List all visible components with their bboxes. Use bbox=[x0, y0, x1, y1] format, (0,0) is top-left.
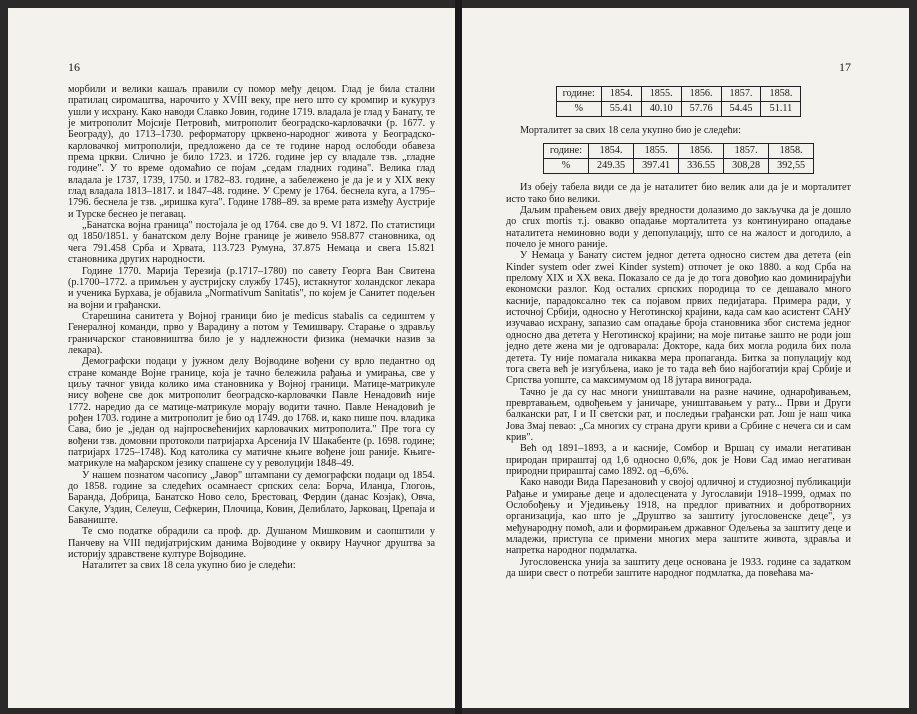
table-row bbox=[556, 87, 801, 102]
paragraph: Демографски подаци у јужном делу Војводине вођени су врло педантно од стране команде Војне границе, која је тачно бележила рађања и умирања, све у циљу тачног увида колико има становника у Војној граници. Матице-матрикуле нису вођене све док митрополит београдско-карловачки Павле Ненадовић није 1772. наредио да се матице-матрикуле морају водити тачно. Павле Ненадовић је рођен 1703. године а митрополит је био од 1749. до 1768. и, како пише поч. владика Сава, био је „један од најпросвећенијих карловачких митрополита." Пре тога су вођени тзв. домовни протоколи патријарха Арсенија IV Шакабенте (р. 1698. године; патријарх 1725–1748). Код католика су матичне књиге вођене још раније. Књиге-матрикуле на мађарском језику спашене су у револуцији 1848–49. bbox=[68, 356, 435, 470]
table-header-cell: % bbox=[543, 159, 588, 174]
table-cell: 336.55 bbox=[679, 159, 724, 174]
table-cell: 51.11 bbox=[761, 102, 801, 117]
table-cell: 40.10 bbox=[641, 102, 681, 117]
table-header-cell: године: bbox=[556, 87, 601, 102]
natality-table-wrapper bbox=[506, 86, 851, 117]
right-page bbox=[462, 8, 909, 708]
mortality-table-wrapper bbox=[506, 143, 851, 174]
paragraph: Старешина санитета у Војној граници био је medicus stabalis са седиштем у Генералној команди, прво у Варадину а потом у Темишвару. Старање о здрављу граничарског становништва било је у надлежности физика (немачки назив за лекара). bbox=[68, 310, 435, 356]
table-header-cell: године: bbox=[543, 144, 588, 159]
table-cell: 57.76 bbox=[681, 102, 721, 117]
paragraph: У Немаца у Банату систем једног детета односно систем два детета (ein Kinder system oder zwei Kinder system) отпочет је око 1880. а код Срба на прелому XIX и XX века. Показало се да је до тога довођио као доминирајући економски разлог. Код осталих српских породица то се дешавало много касније, парадоксално тек са појавом првих педијатара. Примера ради, у источној Србији, односно у Неготинској крајини, када сам као асистент САНУ изучавао исхрану, запазио сам опадање броја становника због система једног односно два детета у Неготинској крајини; на моје питање зашто не роди још једно дете жена ми је одговарала: Докторе, када бих могла родила бих пола детета. Ту није помагала никаква мера пропаганда. Битка за популацију код тога света већ је изгубљена, иако је то тада већ био најбогатији крај Србије и Српства уопште, са максимумом од 18 јутара винограда. bbox=[506, 250, 851, 387]
table-cell: 1856. bbox=[679, 144, 724, 159]
paragraph: У нашем познатом часопису „Јавор" штампани су демографски подаци од 1854. до 1858. године за следећих осамнаест српских села: Борча, Иланџа, Глогоњ, Баранда, Добрица, Банатско Ново село, Брестовац, Фердин (данас Козјак), Овча, Сакуле, Уздин, Селеуш, Сефкерин, Плочица, Ковин, Делиблато, Јарковац, Црепаја и Бавaниште. bbox=[68, 469, 435, 527]
table-cell: 1854. bbox=[601, 87, 641, 102]
paragraph: Те смо податке обрадили са проф. др. Душаном Мишковим и саопштили у Панчеву на VIII педијатријским данима Војводине у оквиру Научног друштва за историју здравствене културе Војводине. bbox=[68, 526, 435, 561]
paragraph: Како наводи Вида Парезановић у својој одличној и студиозној публикацији Рађање и умирање деце и адолесцената у Југославији 1918–1999, одмах по Ослобођењу и Уједињењу 1918, на предлог приватних и добротворних организација, као што је „Друштво за заштиту југословенске деце", уз међународну помоћ, али и формирањем државног Одељења за заштиту деце и младежи, приступа се примени многих мера заштите живота, здравља и напретка народног подмлатка. bbox=[506, 477, 851, 557]
paragraph: Тачно је да су нас многи уништавали на разне начине, однарођивањем, превртавањем, одвођењем у јаничаре, уништавањем у рату... Први и Други балкански рат, I и II светски рат, и последњи грађански рат. Још је наш чика Јова Змај певао: „Са многих су страна други криви а Србине с нечега си и сам крив". bbox=[506, 386, 851, 443]
paragraph: Наталитет за свих 18 села укупно био је следећи: bbox=[82, 560, 296, 572]
paragraph: Из обеју табела види се да је наталитет био велик али да је и морталитет исто тако био велики. bbox=[506, 182, 851, 205]
table-row bbox=[543, 144, 813, 159]
table-cell: 1855. bbox=[634, 144, 679, 159]
paragraph: Југословенска унија за заштиту деце основана је 1933. године са задатком да шири свест о потреби заштите народног подмлатка, да повећава ма- bbox=[506, 556, 851, 580]
right-page-body bbox=[506, 182, 851, 579]
table-cell: 308,28 bbox=[724, 159, 769, 174]
table-cell: 1857. bbox=[724, 144, 769, 159]
table-cell: 249.35 bbox=[589, 159, 634, 174]
table-cell: 1857. bbox=[721, 87, 761, 102]
table-cell: 1858. bbox=[761, 87, 801, 102]
table-row bbox=[556, 102, 801, 117]
table-cell: 1855. bbox=[641, 87, 681, 102]
table-cell: 392,55 bbox=[769, 159, 814, 174]
table-row bbox=[543, 159, 813, 174]
paragraph: Већ од 1891–1893, а и касније, Сомбор и Вршац су имали негативан природан прираштај од 1,6 односно 0,6%, док је Нови Сад имао негативан природни прираштај само 1892. од –6,6%. bbox=[506, 443, 851, 477]
table-header-cell: % bbox=[556, 102, 601, 117]
natality-table bbox=[556, 86, 802, 117]
page-number-left: 16 bbox=[68, 60, 80, 74]
book-gutter bbox=[455, 0, 462, 714]
left-page-body bbox=[68, 84, 435, 572]
page-number-right: 17 bbox=[839, 60, 851, 74]
paragraph: Године 1770. Марија Терезија (р.1717–1780) по савету Георга Ван Свитена (р.1700–1772. а примљен у аустријску службу 1745), истакнутог холандског лекара и ученика Бурхава, је објавила „Normativum Sanitatis", по којем је Санитет подељен на војни и грађански. bbox=[68, 265, 435, 311]
paragraph: Даљим праћењем ових двеју вредности долазимо до закључка да је дошло до crux mortis т.ј. овакво опадање морталитета уз континуирано опадање наталитета неминовно води у депопулацију, што се на жалост и догодило, а почело је много раније. bbox=[506, 205, 851, 251]
mortality-table bbox=[543, 143, 814, 174]
table-cell: 55.41 bbox=[601, 102, 641, 117]
paragraph: „Банатска војна граница" постојала је од 1764. све до 9. VI 1872. По статистици од 1850/1851. у банатском делу Војне границе је живело 958.877 становника, од чега 791.458 Срба и Хрвата, 113.723 Румуна, 37.875 Немаца и свега 15.821 становника других народности. bbox=[68, 220, 435, 266]
table-cell: 1854. bbox=[589, 144, 634, 159]
left-page bbox=[8, 8, 455, 708]
paragraph: морбили и велики кашаљ правили су помор међу децом. Глад је била стални пратилац сиромаштва, нарочито у XVIII веку, пре него што су кромпир и кукуруз ушли у исхрану. Како наводи Славко Јовин, године 1719. владала је глад у Банату, те је митрополит Мојсије Петровић, митрополит београдско-карловачки (р. 1677. у Београду), до 1713–1730. реформатору црквено-народног живота у Београдско-карловачкој митрополији, предложено да се те године народ ослободи обавеза према цркви. Слично је било 1723. и 1726. године јер су владале тзв. „гладне године". У то време одомаћио се појам „седам гладних година". Велика глад владала је 1737, 1739, 1750. и 1782–83. године, а забележено је да је и у XIX веку глад владала 1813–1817. и 1847–48. године. У Срему је 1764. беснела куга, а 1795–1796. беснела је тзв. „иришка куга". Године 1788–89. за време рата између Аустрије и Турске беснео је пегавац. bbox=[68, 84, 435, 220]
table-cell: 1856. bbox=[681, 87, 721, 102]
table-cell: 397.41 bbox=[634, 159, 679, 174]
table-cell: 1858. bbox=[769, 144, 814, 159]
mortality-caption: Морталитет за свих 18 села укупно био је следећи: bbox=[520, 125, 741, 136]
table-cell: 54.45 bbox=[721, 102, 761, 117]
